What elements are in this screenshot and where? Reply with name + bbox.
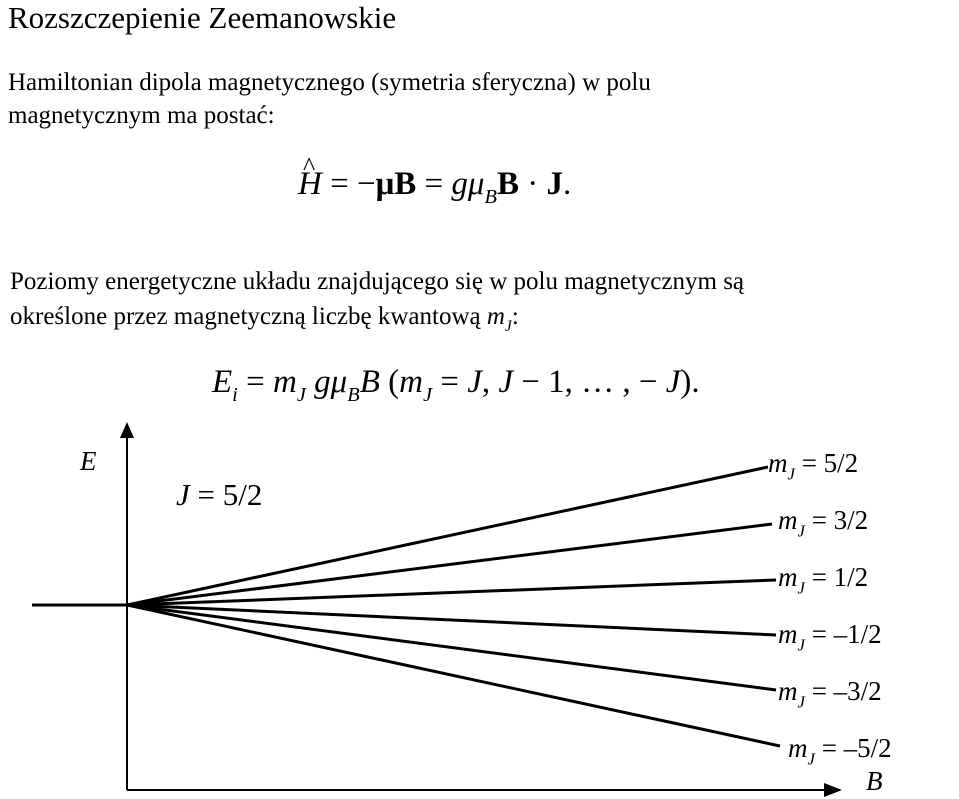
j-level-label: J = 5/2 xyxy=(176,477,263,512)
level-line-m3-2 xyxy=(127,605,776,690)
hamiltonian-symbol: ^ H xyxy=(298,166,322,203)
intro-line-2: magnetycznym ma postać: xyxy=(8,102,275,129)
formula1-mu-b: μB xyxy=(375,166,417,202)
intro-line-1: Hamiltonian dipola magnetycznego (symetria sferyczna) w polu xyxy=(8,69,651,96)
para2-line-1: Poziomy energetyczne układu znajdującego się w polu magnetycznym są xyxy=(10,268,745,295)
mj-label-5-2: $m_J = 5/2$ xyxy=(768,448,859,484)
formula2-open: ( xyxy=(379,364,400,400)
level-line-m1-2 xyxy=(127,605,776,635)
formula2-sub-b: B xyxy=(347,384,360,407)
page-title: Rozszczepienie Zeemanowskie xyxy=(8,0,397,35)
formula2-j2: J xyxy=(498,364,513,400)
formula2-minus1: − 1, … , − xyxy=(513,364,666,400)
formula1-sub-b: B xyxy=(484,186,497,209)
energy-axis-label: E xyxy=(80,446,97,476)
formula1-end: . xyxy=(563,166,572,202)
formula2-sub-j2: J xyxy=(422,384,433,407)
mj-label-m5-2: $m_J = -5/2$ xyxy=(788,733,892,769)
formula2-g: g xyxy=(314,364,331,400)
formula1-eq1: = − xyxy=(321,166,376,202)
energy-axis-arrow-icon xyxy=(120,422,134,438)
para2-m: m xyxy=(486,303,505,330)
formula2-eq2: = xyxy=(432,364,468,400)
field-axis-arrow-icon xyxy=(824,783,842,797)
para2-sub-j: J xyxy=(504,317,512,335)
para2-colon: : xyxy=(511,303,519,330)
formula2-close: ). xyxy=(680,364,700,400)
formula2-e: E xyxy=(212,364,233,400)
mj-label-m3-2: $m_J = -3/2$ xyxy=(778,676,882,712)
formula2-sub-i: i xyxy=(232,384,238,407)
para2-line-2: określone przez magnetyczną liczbę kwantową $m_J$: xyxy=(10,303,519,335)
mj-label-3-2: $m_J = 3/2$ xyxy=(778,505,869,541)
formula2-comma1: , xyxy=(481,364,499,400)
formula1-j: J xyxy=(546,166,563,202)
formula2-j1: J xyxy=(467,364,482,400)
mj-label-m1-2: $m_J = -1/2$ xyxy=(778,619,882,655)
level-line-m5-2 xyxy=(127,605,780,746)
formula2-m: m xyxy=(272,364,297,400)
mj-label-1-2: $m_J = 1/2$ xyxy=(778,562,869,598)
formula2-mu: μ xyxy=(330,364,348,400)
formula1-dot: · xyxy=(519,166,547,202)
formula2-sub-j: J xyxy=(296,384,306,407)
formula2-eq: = xyxy=(237,364,273,400)
formula1-eq2: = xyxy=(416,166,452,202)
formula1-g: g xyxy=(451,166,468,202)
formula1-b: B xyxy=(496,166,519,202)
formula1-mu: μ xyxy=(467,166,485,202)
formula2-b: B xyxy=(359,364,380,400)
field-axis-label: B xyxy=(866,766,883,796)
formula2-m2: m xyxy=(399,364,423,400)
formula2-j3: J xyxy=(665,364,681,400)
